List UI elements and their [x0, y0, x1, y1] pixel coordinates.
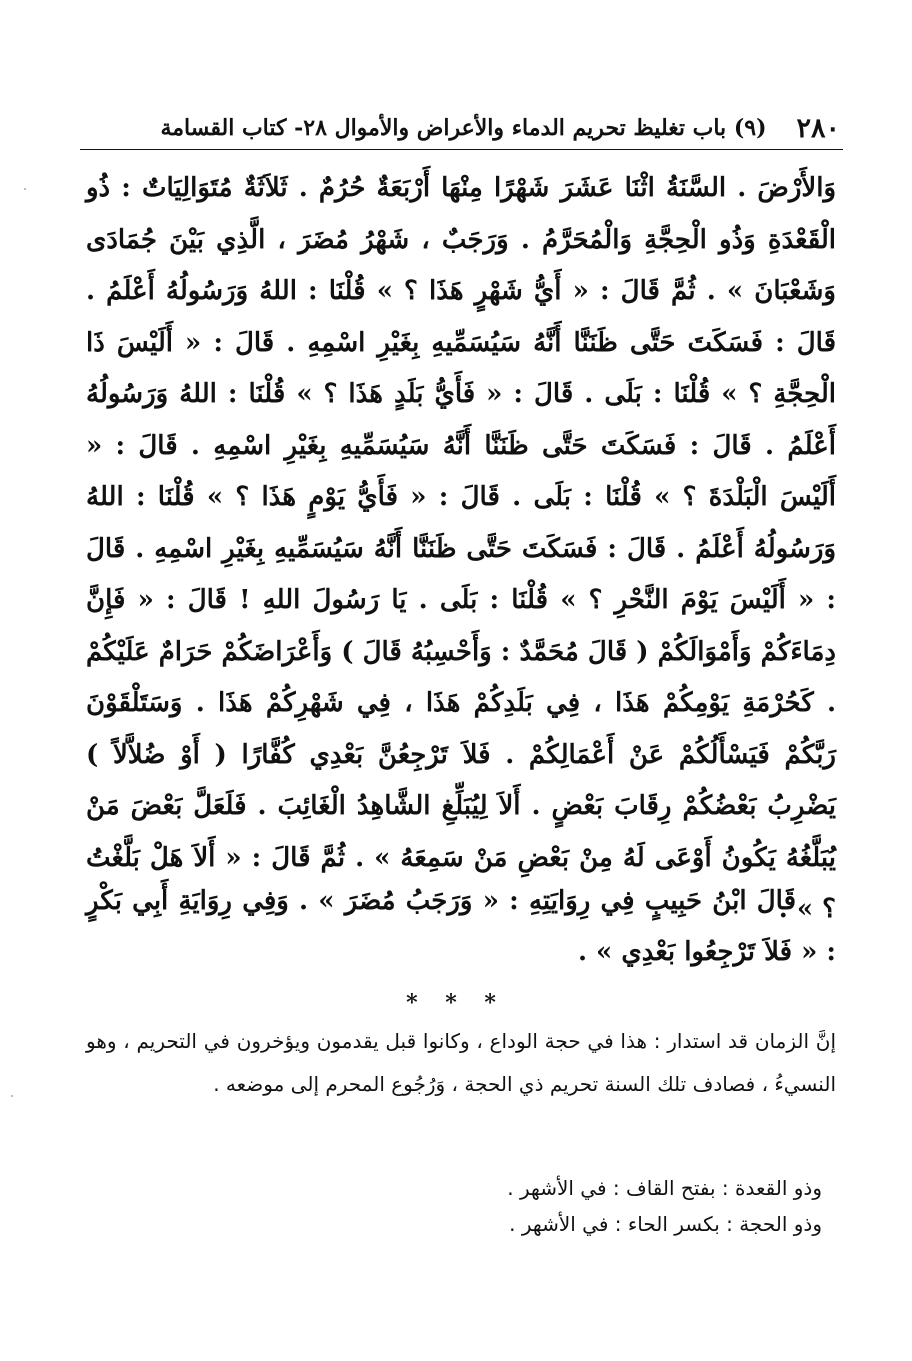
glossary [86, 1170, 836, 1242]
running-header [80, 108, 840, 148]
header-rule [80, 149, 843, 150]
glossary-entry: وذو القعدة : بفتح القاف : في الأشهر . [507, 1176, 822, 1200]
running-title: (٩) باب تغليظ تحريم الدماء والأعراض والأموال ٢٨- كتاب القسامة [160, 115, 767, 141]
section-separator: * * * [406, 990, 506, 1016]
hadith-text: وَالأَرْضَ . السَّنَةُ اثْنَا عَشَرَ شَهْرًا مِنْهَا أَرْبَعَةٌ حُرُمٌ . ثَلاَثَةٌ مُتَوَالِيَاتٌ : ذُو الْقَعْدَةِ وَذُو الْحِجَّةِ وَالْمُحَرَّمُ . وَرَجَبٌ ، شَهْرُ مُضَرَ ، الَّذِي بَيْنَ جُمَادَى وَشَعْبَانَ » . ثُمَّ قَالَ : « أَيُّ شَهْرٍ هَذَا ؟ » قُلْنَا : اللهُ وَرَسُولُهُ أَعْلَمُ . قَالَ : فَسَكَتَ حَتَّى ظَنَنَّا أَنَّهُ سَيُسَمِّيهِ بِغَيْرِ اسْمِهِ . قَالَ : « أَلَيْسَ ذَا الْحِجَّةِ ؟ » قُلْنَا : بَلَى . قَالَ : « فَأَيُّ بَلَدٍ هَذَا ؟ » قُلْنَا : اللهُ وَرَسُولُهُ أَعْلَمُ . قَالَ : فَسَكَتَ حَتَّى ظَنَنَّا أَنَّهُ سَيُسَمِّيهِ بِغَيْرِ اسْمِهِ . قَالَ : « أَلَيْسَ الْبَلْدَةَ ؟ » قُلْنَا : بَلَى . قَالَ : « فَأَيُّ يَوْمٍ هَذَا ؟ » قُلْنَا : اللهُ وَرَسُولُهُ أَعْلَمُ . قَالَ : فَسَكَتَ حَتَّى ظَنَنَّا أَنَّهُ سَيُسَمِّيهِ بِغَيْرِ اسْمِهِ . قَالَ : « أَلَيْسَ يَوْمَ النَّحْرِ ؟ » قُلْنَا : بَلَى . يَا رَسُولَ اللهِ ! قَالَ : « فَإِنَّ دِمَاءَكُمْ وَأَمْوَالَكُمْ ( قَالَ مُحَمَّدٌ : وَأَحْسِبُهُ قَالَ ) وَأَعْرَاضَكُمْ حَرَامٌ عَلَيْكُمْ . كَحُرْمَةِ يَوْمِكُمْ هَذَا ، فِي بَلَدِكُمْ هَذَا ، فِي شَهْرِكُمْ هَذَا . وَسَتَلْقَوْنَ رَبَّكُمْ فَيَسْأَلُكُمْ عَنْ أَعْمَالِكُمْ . فَلاَ تَرْجِعُنَّ بَعْدِي كُفَّارًا ( أَوْ ضُلاَّلاً ) يَضْرِبُ بَعْضُكُمْ رِقَابَ بَعْضٍ . أَلاَ لِيُبَلِّغِ الشَّاهِدُ الْغَائِبَ . فَلَعَلَّ بَعْضَ مَنْ يُبَلَّغُهُ يَكُونُ أَوْعَى لَهُ مِنْ بَعْضِ مَنْ سَمِعَهُ » . ثُمَّ قَالَ : « أَلاَ هَلْ بَلَّغْتُ ؟ » . [86, 173, 836, 924]
scan-speck [24, 188, 26, 190]
glossary-entry: وذو الحجة : بكسر الحاء : في الأشهر . [509, 1212, 822, 1236]
narration-note: قَالَ ابْنُ حَبِيبٍ فِي رِوَايَتِهِ : « وَرَجَبُ مُضَرَ » . وَفِي رِوَايَةِ أَبِي بَكْرٍ : « فَلاَ تَرْجِعُوا بَعْدِي » . [86, 886, 836, 967]
commentary-text: إنَّ الزمان قد استدار : هذا في حجة الوداع ، وكانوا قبل يقدمون ويؤخرون في التحريم ، وهو النسيءُ ، فصادف تلك السنة تحريم ذي الحجة ، وَرُجُوع المحرم إلى موضعه . [86, 1029, 836, 1096]
page-number: ٢٨٠ [796, 112, 840, 144]
scan-speck [11, 1095, 13, 1097]
